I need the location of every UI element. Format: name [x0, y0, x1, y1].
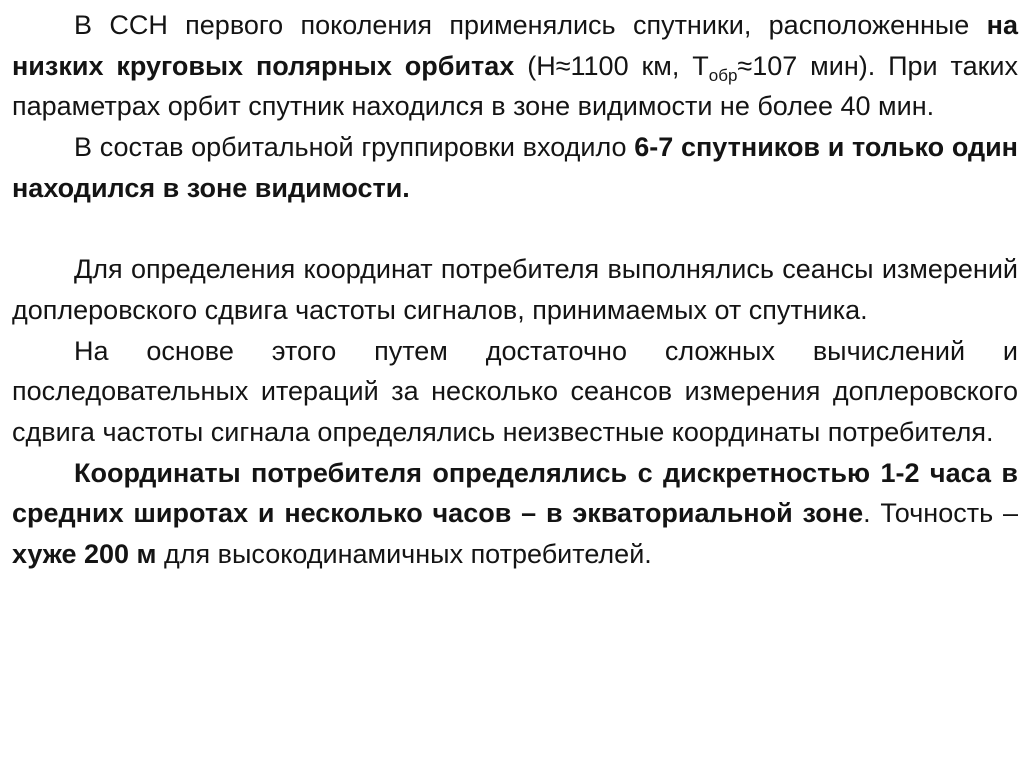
paragraph-accuracy — [12, 453, 1018, 575]
paragraph-orbital-group — [12, 127, 1018, 208]
text-run: для высокодинамичных потребителей. — [156, 539, 652, 570]
paragraph-first-generation-orbits — [12, 0, 1018, 127]
text-run: . Точность – — [863, 498, 1018, 529]
text-run: Для определения координат потребителя выполнялись сеансы измерений доплеровского сдвига частоты сигналов, принимаемых от спутника. — [12, 254, 1018, 325]
text-run: (Н≈1100 км, Т — [514, 50, 709, 81]
bold-run-satellite-count: 6-7 спутников и только один находился в зоне видимости. — [12, 132, 1018, 203]
bold-run-orbit-type: на низких круговых полярных орбитах — [12, 10, 1018, 81]
bold-run-discreteness: Координаты потребителя определялись с дискретностью 1-2 часа в средних широтах и несколько часов – в экваториальной зоне — [12, 457, 1018, 529]
paragraph-iterative-computation — [12, 331, 1018, 453]
bold-run-accuracy-value: хуже 200 м — [12, 539, 157, 570]
slide-body — [12, 0, 1018, 767]
blank-line — [12, 209, 1018, 250]
subscript-obr: обр — [708, 65, 738, 85]
paragraph-doppler-measurements — [12, 249, 1018, 330]
text-run: На основе этого путем достаточно сложных вычислений и последовательных итераций за несколько сеансов измерения доплеровского сдвига частоты сигнала определялись неизвестные координаты потребителя. — [12, 335, 1018, 448]
text-run: В ССН первого поколения применялись спутники, расположенные — [74, 10, 987, 40]
text-run: В состав орбитальной группировки входило — [74, 132, 635, 163]
text-run: ≈107 мин). При таких параметрах орбит спутник находился в зоне видимости не более 40 мин. — [12, 50, 1018, 122]
